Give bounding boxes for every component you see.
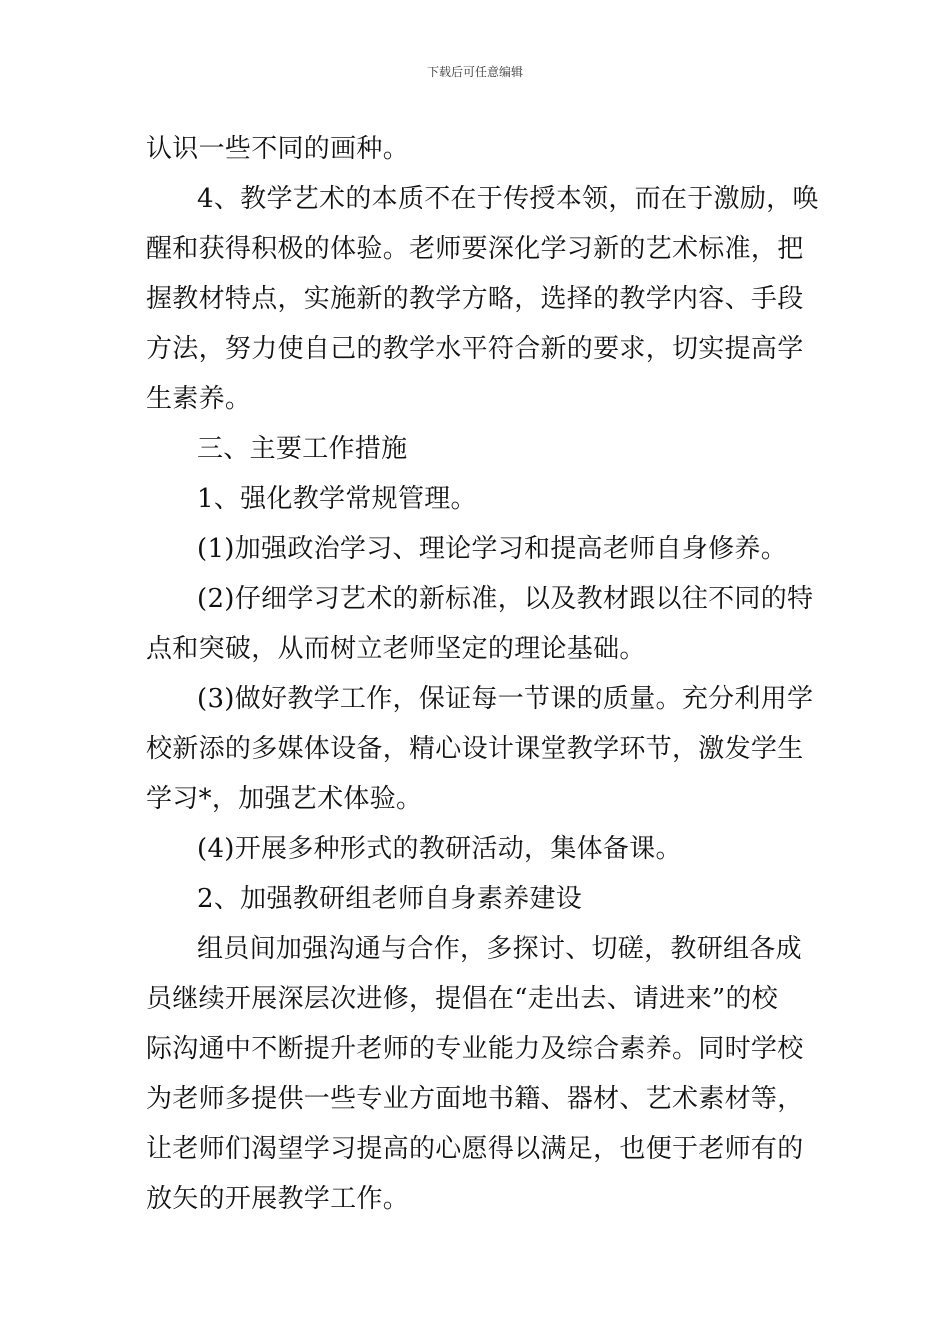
document-body	[146, 124, 819, 1224]
section-heading: 三、主要工作措施	[197, 434, 408, 464]
subsection-heading: 1、强化教学常规管理。	[197, 484, 477, 514]
text-line: 方法，努力使自己的教学水平符合新的要求，切实提高学	[146, 334, 804, 364]
text-line: 生素养。	[146, 384, 252, 414]
page-header-note: 下载后可任意编辑	[426, 65, 523, 79]
text-line: 握教材特点，实施新的教学方略，选择的教学内容、手段	[146, 284, 804, 314]
text-line: 醒和获得积极的体验。老师要深化学习新的艺术标准，把	[146, 234, 804, 264]
list-item: (3)做好教学工作，保证每一节课的质量。充分利用学	[197, 684, 814, 714]
text-line: 员继续开展深层次进修，提倡在“走出去、请进来”的校	[146, 984, 779, 1014]
text-line: 认识一些不同的画种。	[146, 134, 410, 164]
list-item: (2)仔细学习艺术的新标准，以及教材跟以往不同的特	[197, 584, 814, 614]
text-line: 放矢的开展教学工作。	[146, 1184, 410, 1214]
list-item: (4)开展多种形式的教研活动，集体备课。	[197, 834, 682, 864]
text-line: 点和突破，从而树立老师坚定的理论基础。	[146, 634, 646, 664]
paragraph-start-line: 4、教学艺术的本质不在于传授本领，而在于激励，唤	[197, 184, 819, 214]
text-line: 际沟通中不断提升老师的专业能力及综合素养。同时学校	[146, 1034, 804, 1064]
list-item: (1)加强政治学习、理论学习和提高老师自身修养。	[197, 534, 788, 564]
paragraph-start-line: 组员间加强沟通与合作，多探讨、切磋，教研组各成	[197, 934, 802, 964]
text-line: 让老师们渴望学习提高的心愿得以满足，也便于老师有的	[146, 1134, 804, 1164]
text-line: 为老师多提供一些专业方面地书籍、器材、艺术素材等，	[146, 1084, 804, 1114]
subsection-heading: 2、加强教研组老师自身素养建设	[197, 884, 583, 914]
text-line: 学习*，加强艺术体验。	[146, 784, 423, 814]
text-line: 校新添的多媒体设备，精心设计课堂教学环节，激发学生	[146, 734, 804, 764]
